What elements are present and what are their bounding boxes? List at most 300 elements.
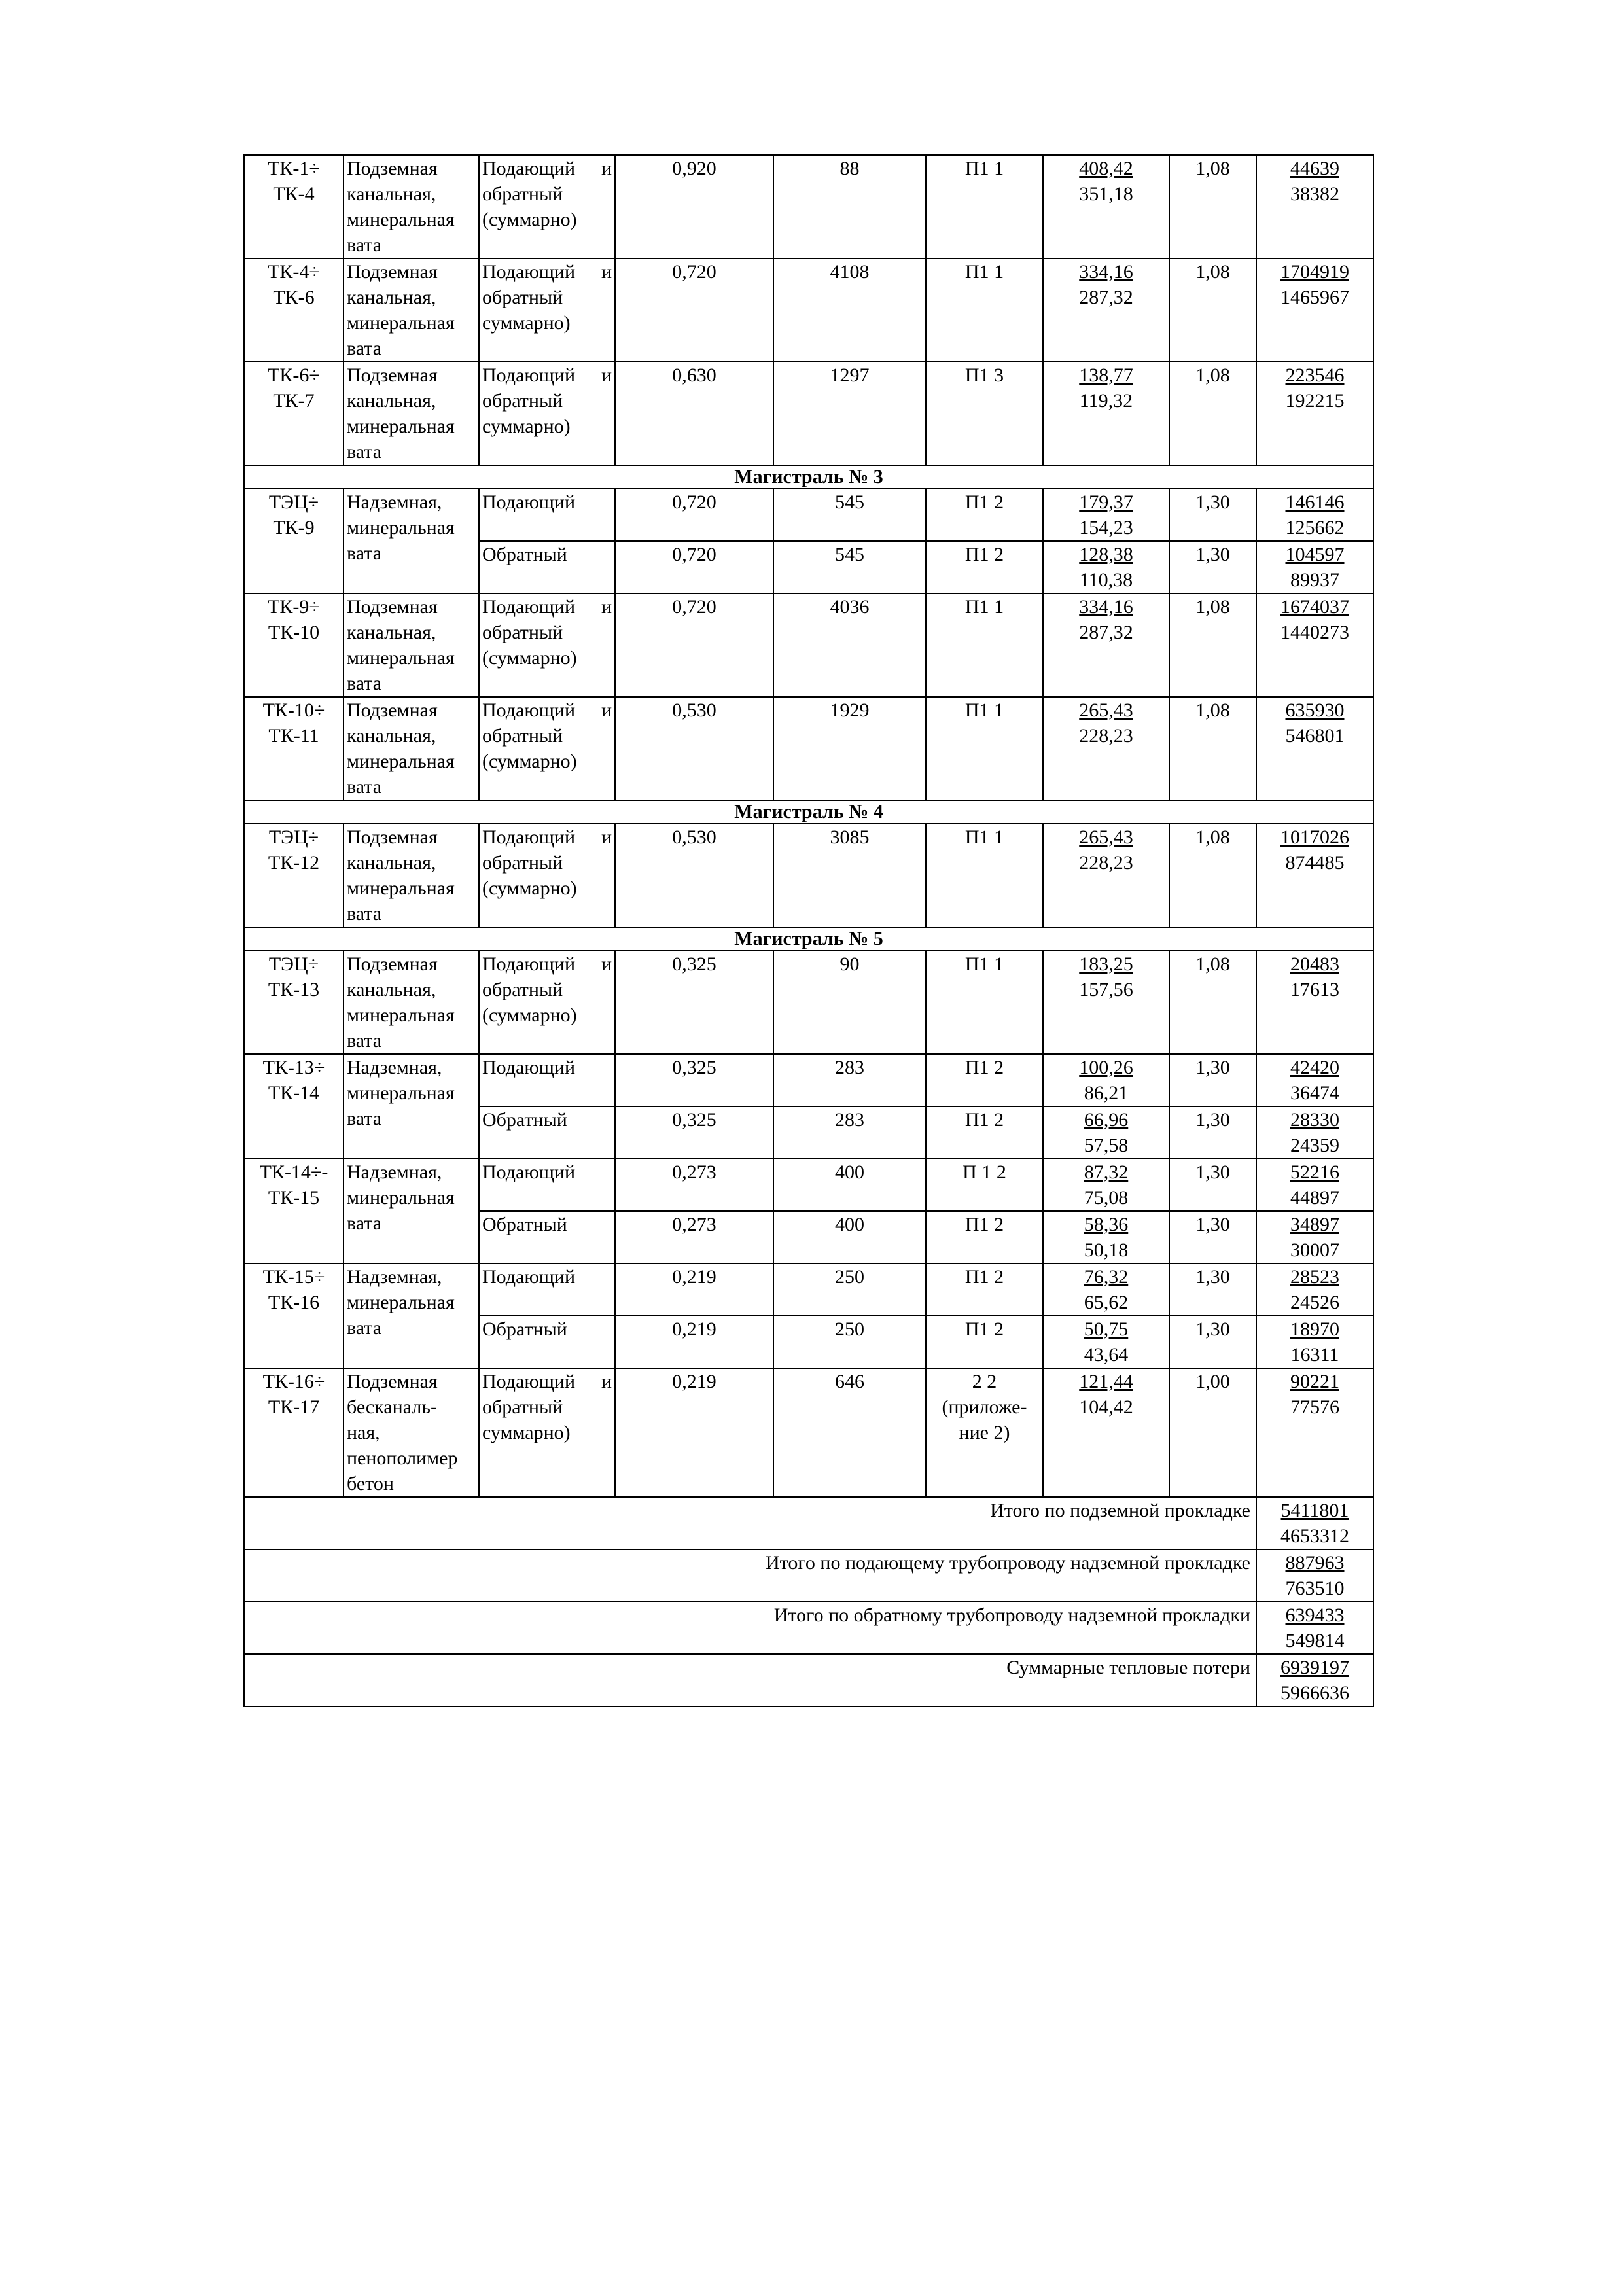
heat-loss-table [243,154,1374,1707]
loss-cell [1256,1054,1373,1106]
section-name: ТК-4 [273,183,315,205]
section-name: ТК-13 [268,979,320,1000]
section-name: ТК-13÷ [262,1057,325,1078]
ref-cell [926,593,1043,697]
coef-cell: 1,08 [1169,593,1256,697]
loss-value-top: 146146 [1285,491,1345,513]
norm-cell [1043,1211,1169,1263]
diameter-cell: 0,720 [615,489,773,541]
section-cell [244,258,344,362]
diameter-cell: 0,273 [615,1211,773,1263]
pipe-type: обратный [482,979,563,1000]
length-cell: 88 [773,155,926,258]
section-name: ТК-7 [273,390,315,412]
laying-type: Подземная [347,364,438,386]
norm-cell [1043,824,1169,927]
norm-cell [1043,362,1169,465]
section-header: Магистраль № 4 [244,800,1373,824]
pipe-type: Подающий и [482,158,612,179]
section-name: ТК-1÷ [268,158,320,179]
loss-value-top: 1704919 [1280,261,1349,283]
pipe-type: (суммарно) [482,751,577,772]
ref-cell [926,1159,1043,1211]
length-cell: 400 [773,1159,926,1211]
norm-value-bottom: 57,58 [1084,1135,1129,1156]
ref-cell [926,824,1043,927]
laying-type: Подземная [347,1371,438,1392]
norm-value-top: 265,43 [1079,699,1133,721]
loss-value-bottom: 1465967 [1280,287,1349,308]
laying-type: Подземная [347,699,438,721]
pipe-cell [479,1054,615,1106]
laying-type: канальная, [347,979,436,1000]
pipe-type: обратный [482,390,563,412]
norm-value-bottom: 43,64 [1084,1344,1129,1366]
pipe-type: (суммарно) [482,647,577,669]
length-cell: 90 [773,951,926,1054]
diameter-cell: 0,325 [615,951,773,1054]
loss-value-top: 28523 [1290,1266,1339,1288]
section-name: ТЭЦ÷ [268,491,319,513]
length-cell: 3085 [773,824,926,927]
laying-type: Подземная [347,158,438,179]
norm-value-top: 128,38 [1079,544,1133,565]
loss-value-bottom: 125662 [1285,517,1345,539]
pipe-type: Обратный [482,544,567,565]
norm-cell [1043,1263,1169,1316]
section-cell [244,155,344,258]
laying-type: Надземная, [347,1057,442,1078]
section-name: ТК-16 [268,1292,320,1313]
pipe-cell [479,1159,615,1211]
section-name: ТК-10÷ [262,699,325,721]
length-cell: 400 [773,1211,926,1263]
section-header-row [244,927,1373,951]
pipe-type: обратный [482,1396,563,1418]
coef-cell: 1,08 [1169,155,1256,258]
section-name: ТК-16÷ [262,1371,325,1392]
loss-cell [1256,362,1373,465]
pipe-type: (суммарно) [482,877,577,899]
section-header: Магистраль № 3 [244,465,1373,489]
norm-cell [1043,1054,1169,1106]
pipe-type: обратный [482,183,563,205]
section-cell [244,489,344,593]
norm-value-bottom: 287,32 [1079,622,1133,643]
pipe-type: Подающий и [482,826,612,848]
table-row [244,593,1373,697]
section-header: Магистраль № 5 [244,927,1373,951]
total-value-bottom: 5966636 [1280,1682,1349,1704]
loss-value-top: 20483 [1290,953,1339,975]
loss-cell [1256,489,1373,541]
pipe-cell [479,1263,615,1316]
table-row [244,1159,1373,1211]
laying-type: Надземная, [347,1266,442,1288]
diameter-cell: 0,219 [615,1368,773,1497]
laying-cell [344,697,479,800]
diameter-cell: 0,720 [615,258,773,362]
section-cell [244,1263,344,1368]
diameter-cell: 0,530 [615,697,773,800]
section-cell [244,1368,344,1497]
loss-cell [1256,697,1373,800]
section-header-row [244,465,1373,489]
section-cell [244,697,344,800]
loss-value-bottom: 17613 [1290,979,1339,1000]
laying-type: канальная, [347,852,436,874]
norm-reference: П1 1 [964,261,1004,283]
laying-type: бесканаль- [347,1396,437,1418]
norm-reference: П1 3 [964,364,1004,386]
loss-value-top: 28330 [1290,1109,1339,1131]
section-cell [244,1054,344,1159]
section-cell [244,362,344,465]
diameter-cell: 0,530 [615,824,773,927]
loss-value-top: 34897 [1290,1214,1339,1235]
diameter-cell: 0,920 [615,155,773,258]
loss-value-bottom: 38382 [1290,183,1339,205]
section-cell [244,593,344,697]
section-name: ТК-12 [268,852,320,874]
pipe-cell [479,593,615,697]
total-value-bottom: 4653312 [1280,1525,1349,1547]
pipe-type: обратный [482,725,563,747]
ref-cell [926,258,1043,362]
pipe-type: Подающий и [482,596,612,618]
norm-reference: ние 2) [959,1422,1010,1443]
norm-cell [1043,541,1169,593]
loss-cell [1256,824,1373,927]
section-name: ТК-6÷ [268,364,320,386]
coef-cell: 1,30 [1169,541,1256,593]
laying-type: Подземная [347,826,438,848]
laying-type: вата [347,1212,382,1234]
norm-reference: П1 1 [964,158,1004,179]
loss-value-top: 42420 [1290,1057,1339,1078]
total-value-top: 639433 [1285,1604,1345,1626]
length-cell: 250 [773,1263,926,1316]
coef-cell: 1,30 [1169,1211,1256,1263]
norm-value-top: 100,26 [1079,1057,1133,1078]
coef-cell: 1,30 [1169,1054,1256,1106]
coef-cell: 1,30 [1169,489,1256,541]
pipe-type: Подающий и [482,364,612,386]
laying-cell [344,489,479,593]
norm-value-top: 76,32 [1084,1266,1129,1288]
laying-type: минеральная [347,647,455,669]
section-name: ТК-17 [268,1396,320,1418]
loss-cell [1256,1106,1373,1159]
loss-value-top: 44639 [1290,158,1339,179]
norm-cell [1043,697,1169,800]
loss-cell [1256,541,1373,593]
laying-type: канальная, [347,390,436,412]
pipe-cell [479,258,615,362]
section-cell [244,824,344,927]
laying-cell [344,951,479,1054]
coef-cell: 1,30 [1169,1316,1256,1368]
total-label: Итого по обратному трубопроводу надземной прокладки [244,1602,1256,1654]
laying-type: канальная, [347,622,436,643]
pipe-type: Подающий [482,1161,576,1183]
norm-cell [1043,1316,1169,1368]
loss-value-bottom: 24526 [1290,1292,1339,1313]
norm-value-bottom: 65,62 [1084,1292,1129,1313]
total-value-cell [1256,1654,1373,1706]
pipe-type: Обратный [482,1109,567,1131]
norm-value-bottom: 228,23 [1079,852,1133,874]
diameter-cell: 0,219 [615,1263,773,1316]
loss-cell [1256,1211,1373,1263]
table-row [244,1054,1373,1106]
loss-cell [1256,1159,1373,1211]
section-cell [244,951,344,1054]
loss-value-bottom: 36474 [1290,1082,1339,1104]
norm-reference: П1 1 [964,953,1004,975]
ref-cell [926,951,1043,1054]
loss-value-bottom: 874485 [1285,852,1345,874]
table-row [244,1263,1373,1316]
coef-cell: 1,08 [1169,951,1256,1054]
pipe-cell [479,1106,615,1159]
norm-cell [1043,951,1169,1054]
pipe-type: Подающий [482,491,576,513]
pipe-cell [479,951,615,1054]
norm-value-bottom: 119,32 [1079,390,1133,412]
total-row [244,1497,1373,1549]
norm-value-top: 408,42 [1079,158,1133,179]
norm-value-bottom: 75,08 [1084,1187,1129,1209]
laying-cell [344,593,479,697]
norm-value-bottom: 104,42 [1079,1396,1133,1418]
norm-reference: П1 1 [964,596,1004,618]
laying-cell [344,155,479,258]
norm-reference: П 1 2 [962,1161,1006,1183]
laying-cell [344,1263,479,1368]
pipe-type: суммарно) [482,415,571,437]
section-name: ТК-9÷ [268,596,320,618]
laying-type: минеральная [347,312,455,334]
section-name: ТК-6 [273,287,315,308]
pipe-cell [479,824,615,927]
total-value-cell [1256,1549,1373,1602]
norm-value-bottom: 110,38 [1079,569,1133,591]
laying-type: вата [347,1030,382,1051]
loss-value-top: 90221 [1290,1371,1339,1392]
pipe-type: Подающий и [482,1371,612,1392]
loss-cell [1256,258,1373,362]
section-name: ТК-11 [268,725,319,747]
laying-cell [344,1159,479,1263]
laying-type: Надземная, [347,491,442,513]
total-label: Суммарные тепловые потери [244,1654,1256,1706]
length-cell: 1929 [773,697,926,800]
norm-reference: П1 1 [964,699,1004,721]
laying-type: минеральная [347,877,455,899]
coef-cell: 1,30 [1169,1106,1256,1159]
total-value-bottom: 763510 [1285,1578,1345,1599]
norm-value-bottom: 228,23 [1079,725,1133,747]
laying-type: канальная, [347,287,436,308]
loss-value-bottom: 16311 [1290,1344,1339,1366]
length-cell: 283 [773,1106,926,1159]
norm-cell [1043,1106,1169,1159]
laying-cell [344,362,479,465]
loss-value-bottom: 77576 [1290,1396,1339,1418]
norm-reference: П1 2 [964,544,1004,565]
ref-cell [926,1263,1043,1316]
laying-type: минеральная [347,751,455,772]
norm-cell [1043,1368,1169,1497]
table-row [244,697,1373,800]
norm-value-top: 50,75 [1084,1318,1129,1340]
diameter-cell: 0,273 [615,1159,773,1211]
coef-cell: 1,00 [1169,1368,1256,1497]
laying-type: Надземная, [347,1161,442,1183]
pipe-type: Обратный [482,1318,567,1340]
pipe-type: (суммарно) [482,209,577,230]
pipe-type: Подающий [482,1266,576,1288]
laying-type: вата [347,234,382,256]
pipe-cell [479,155,615,258]
loss-value-bottom: 546801 [1285,725,1345,747]
pipe-type: Подающий и [482,953,612,975]
laying-cell [344,824,479,927]
ref-cell [926,541,1043,593]
pipe-cell [479,541,615,593]
diameter-cell: 0,325 [615,1106,773,1159]
table-row [244,1368,1373,1497]
pipe-type: обратный [482,852,563,874]
laying-cell [344,1368,479,1497]
loss-value-top: 635930 [1285,699,1345,721]
loss-value-bottom: 30007 [1290,1239,1339,1261]
pipe-cell [479,1316,615,1368]
length-cell: 545 [773,489,926,541]
ref-cell [926,362,1043,465]
pipe-type: Подающий [482,1057,576,1078]
pipe-type: обратный [482,622,563,643]
total-value-top: 887963 [1285,1552,1345,1574]
laying-type: вата [347,338,382,359]
norm-value-bottom: 86,21 [1084,1082,1129,1104]
norm-cell [1043,1159,1169,1211]
coef-cell: 1,08 [1169,697,1256,800]
norm-value-top: 334,16 [1079,261,1133,283]
coef-cell: 1,08 [1169,824,1256,927]
norm-reference: П1 2 [964,1109,1004,1131]
laying-type: вата [347,441,382,463]
norm-reference: 2 2 [972,1371,997,1392]
norm-reference: П1 1 [964,826,1004,848]
section-name: ТК-15÷ [262,1266,325,1288]
laying-type: бетон [347,1473,394,1494]
norm-reference: П1 2 [964,491,1004,513]
loss-value-bottom: 1440273 [1280,622,1349,643]
norm-value-bottom: 351,18 [1079,183,1133,205]
loss-value-top: 52216 [1290,1161,1339,1183]
laying-type: Подземная [347,261,438,283]
norm-reference: П1 2 [964,1318,1004,1340]
pipe-type: Обратный [482,1214,567,1235]
total-label: Итого по подземной прокладке [244,1497,1256,1549]
total-value-cell [1256,1602,1373,1654]
section-name: ТК-10 [268,622,320,643]
loss-cell [1256,1368,1373,1497]
table-row [244,362,1373,465]
table-row [244,258,1373,362]
total-value-bottom: 549814 [1285,1630,1345,1651]
section-name: ТК-4÷ [268,261,320,283]
norm-value-bottom: 50,18 [1084,1239,1129,1261]
pipe-cell [479,1368,615,1497]
diameter-cell: 0,325 [615,1054,773,1106]
total-row [244,1602,1373,1654]
norm-value-top: 138,77 [1079,364,1133,386]
laying-type: вата [347,776,382,798]
laying-type: вата [347,903,382,925]
norm-value-top: 183,25 [1079,953,1133,975]
laying-type: вата [347,1317,382,1339]
laying-cell [344,1054,479,1159]
coef-cell: 1,30 [1169,1263,1256,1316]
laying-type: Подземная [347,596,438,618]
diameter-cell: 0,630 [615,362,773,465]
loss-value-bottom: 89937 [1290,569,1339,591]
length-cell: 545 [773,541,926,593]
section-name: ТК-14÷- [259,1161,328,1183]
table-row [244,824,1373,927]
pipe-type: Подающий и [482,699,612,721]
loss-cell [1256,155,1373,258]
section-name: ТЭЦ÷ [268,826,319,848]
loss-cell [1256,1316,1373,1368]
coef-cell: 1,08 [1169,258,1256,362]
ref-cell [926,1316,1043,1368]
length-cell: 283 [773,1054,926,1106]
loss-cell [1256,593,1373,697]
laying-type: вата [347,542,382,564]
loss-value-top: 18970 [1290,1318,1339,1340]
section-name: ТК-15 [268,1187,320,1209]
laying-type: минеральная [347,517,455,539]
length-cell: 4108 [773,258,926,362]
pipe-type: обратный [482,287,563,308]
norm-reference: П1 2 [964,1214,1004,1235]
section-header-row [244,800,1373,824]
laying-type: минеральная [347,1004,455,1026]
norm-reference: (приложе- [942,1396,1027,1418]
pipe-cell [479,489,615,541]
ref-cell [926,489,1043,541]
total-value-cell [1256,1497,1373,1549]
section-cell [244,1159,344,1263]
laying-type: Подземная [347,953,438,975]
laying-type: минеральная [347,1292,455,1313]
table-row [244,489,1373,541]
norm-value-top: 179,37 [1079,491,1133,513]
total-value-top: 6939197 [1280,1657,1349,1678]
coef-cell: 1,30 [1169,1159,1256,1211]
table-row [244,155,1373,258]
section-name: ТК-14 [268,1082,320,1104]
total-label: Итого по подающему трубопроводу надземной прокладке [244,1549,1256,1602]
loss-value-bottom: 44897 [1290,1187,1339,1209]
ref-cell [926,1054,1043,1106]
total-row [244,1654,1373,1706]
norm-value-bottom: 157,56 [1079,979,1133,1000]
